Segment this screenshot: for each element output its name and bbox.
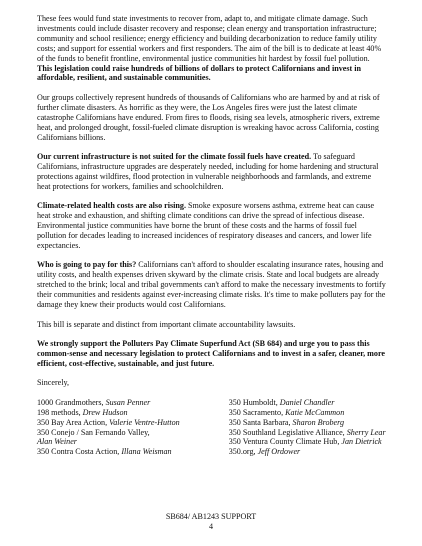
paragraph-funding [37, 14, 386, 83]
paragraph-who-pays-lead: Who is going to pay for this? [37, 260, 137, 270]
paragraph-support-text: We strongly support the Polluters Pay Climate Superfund Act (SB 684) and urge you to pass this common-sense and necessary legislation to protect Californians and to invest in a safer, cleaner, more efficient, cost-effective, sustainable, and just future. [37, 339, 386, 368]
paragraph-infrastructure-lead: Our current infrastructure is not suited for the climate fossil fuels have created. [37, 152, 312, 162]
signatory-name: Sharon Broberg [292, 417, 345, 427]
signatory [229, 428, 386, 438]
paragraph-infrastructure [37, 152, 386, 192]
signatories-right-column [229, 398, 386, 457]
signatory-org: 350 Sacramento, [228, 407, 286, 417]
paragraph-groups [37, 93, 386, 143]
paragraph-lawsuits [37, 320, 386, 330]
paragraph-groups-text: Our groups collectively represent hundreds of thousands of Californians who are harmed by and at risk of further climate disasters. As horrific as they were, the Los Angeles fires were just the latest climate catastrophe Californians have endured. From fires to floods, rising sea levels, atmospheric rivers, extreme heat, and prolonged drought, fossil-fueled climate disruption is wreaking havoc across California, costing Californians billions. [37, 92, 380, 142]
paragraph-health-text: Smoke exposure worsens asthma, extreme heat can cause heat stroke and exhaustion, and shifting climate conditions can drive the spread of infectious disease. Environmental justice communities have borne the brunt of these costs and the harms of fossil fuel pollution for decades leading to increased incidences of respiratory diseases and cancers, and lower life expectancies. [37, 201, 375, 250]
signatory-org: 350 Contra Costa Action, [37, 447, 122, 457]
signatory-name: Drew Hudson [82, 407, 128, 417]
signatory-org: 198 methods, [37, 407, 83, 417]
signatory-name: Katie McCammon [285, 407, 345, 417]
signatory-name: Jeff Ordower [257, 447, 301, 457]
signatory-org: 1000 Grandmothers, [37, 397, 106, 407]
paragraph-health-lead: Climate-related health costs are also rising. [37, 201, 186, 211]
signatory [229, 418, 386, 428]
page-number: 4 [208, 521, 214, 531]
footer-label: SB684/ AB1243 SUPPORT [165, 512, 257, 521]
paragraph-funding-emphasis: This legislation could raise hundreds of billions of dollars to protect Californians and invest in affordable, resilient, and sustainable communities. [37, 63, 361, 83]
signatory [37, 437, 229, 447]
signatory-org: 350 Santa Barbara, [228, 417, 293, 427]
signatory-org: 350 Ventura County Climate Hub, [228, 437, 342, 447]
signatory-org: 350.org, [228, 447, 258, 457]
paragraph-lawsuits-text: This bill is separate and distinct from important climate accountability lawsuits. [37, 319, 296, 329]
signatory [229, 408, 386, 418]
signatory [37, 418, 229, 428]
signatory-org: 350 Humboldt, [228, 397, 280, 407]
paragraph-support [37, 339, 386, 369]
signatory-name: Alan Weiner [37, 437, 77, 447]
signatory [37, 398, 229, 408]
signatory [37, 428, 229, 438]
signatory-org: 350 Bay Area Action, [37, 417, 110, 427]
signatory [229, 398, 386, 408]
signatory-name: Susan Penner [105, 397, 151, 407]
signatory [229, 437, 386, 447]
signatory-name: Daniel Chandler [279, 397, 335, 407]
signatory-name: Valerie Ventre-Hutton [109, 417, 180, 427]
signatories [37, 398, 386, 457]
paragraph-funding-text: These fees would fund state investments to recover from, adapt to, and mitigate climate damage. Such investments could include disaster recovery and response; clean energy and transportation infrastructure; community and school resilience; energy efficiency and building decarbonization to reduce family utility costs; and support for essential workers and first responders. The aim of the bill is to dedicate at least 40% of the funds to benefit frontline, environmental justice communities hit hardest by fossil fuel pollution. [37, 14, 382, 63]
closing-salutation [37, 378, 386, 388]
signatory-name: Sherry Lear [346, 427, 386, 437]
signatory-name: Jan Dietrick [341, 437, 382, 447]
signatories-left-column [37, 398, 229, 457]
paragraph-who-pays [37, 260, 386, 310]
signatory-org: 350 Southland Legislative Alliance, [228, 427, 347, 437]
paragraph-infrastructure-text: To safeguard Californians, infrastructure upgrades are desperately needed, including for home hardening and structural protections against wildfires, flood protection in vulnerable neighborhoods and farmlands, and extreme heat protections for workers, families and schoolchildren. [37, 152, 379, 191]
closing-salutation-text: Sincerely, [37, 378, 70, 388]
signatory [37, 447, 229, 457]
signatory-name: Illana Weisman [121, 447, 172, 457]
paragraph-health [37, 201, 386, 251]
signatory [37, 408, 229, 418]
signatory-org: 350 Conejo / San Fernando Valley, [37, 427, 150, 437]
paragraph-who-pays-text: Californians can't afford to shoulder escalating insurance rates, housing and utility costs, and health expenses driven skyward by the climate crisis. State and local budgets are already stretched to the brink; local and tribal governments can't afford to make the necessary investments to fortify their communities and residents against ever-increasing climate risks. It's time to make polluters pay for the damage they knew their products would cost Californians. [37, 260, 386, 310]
page-footer [0, 512, 422, 531]
signatory [229, 447, 386, 457]
